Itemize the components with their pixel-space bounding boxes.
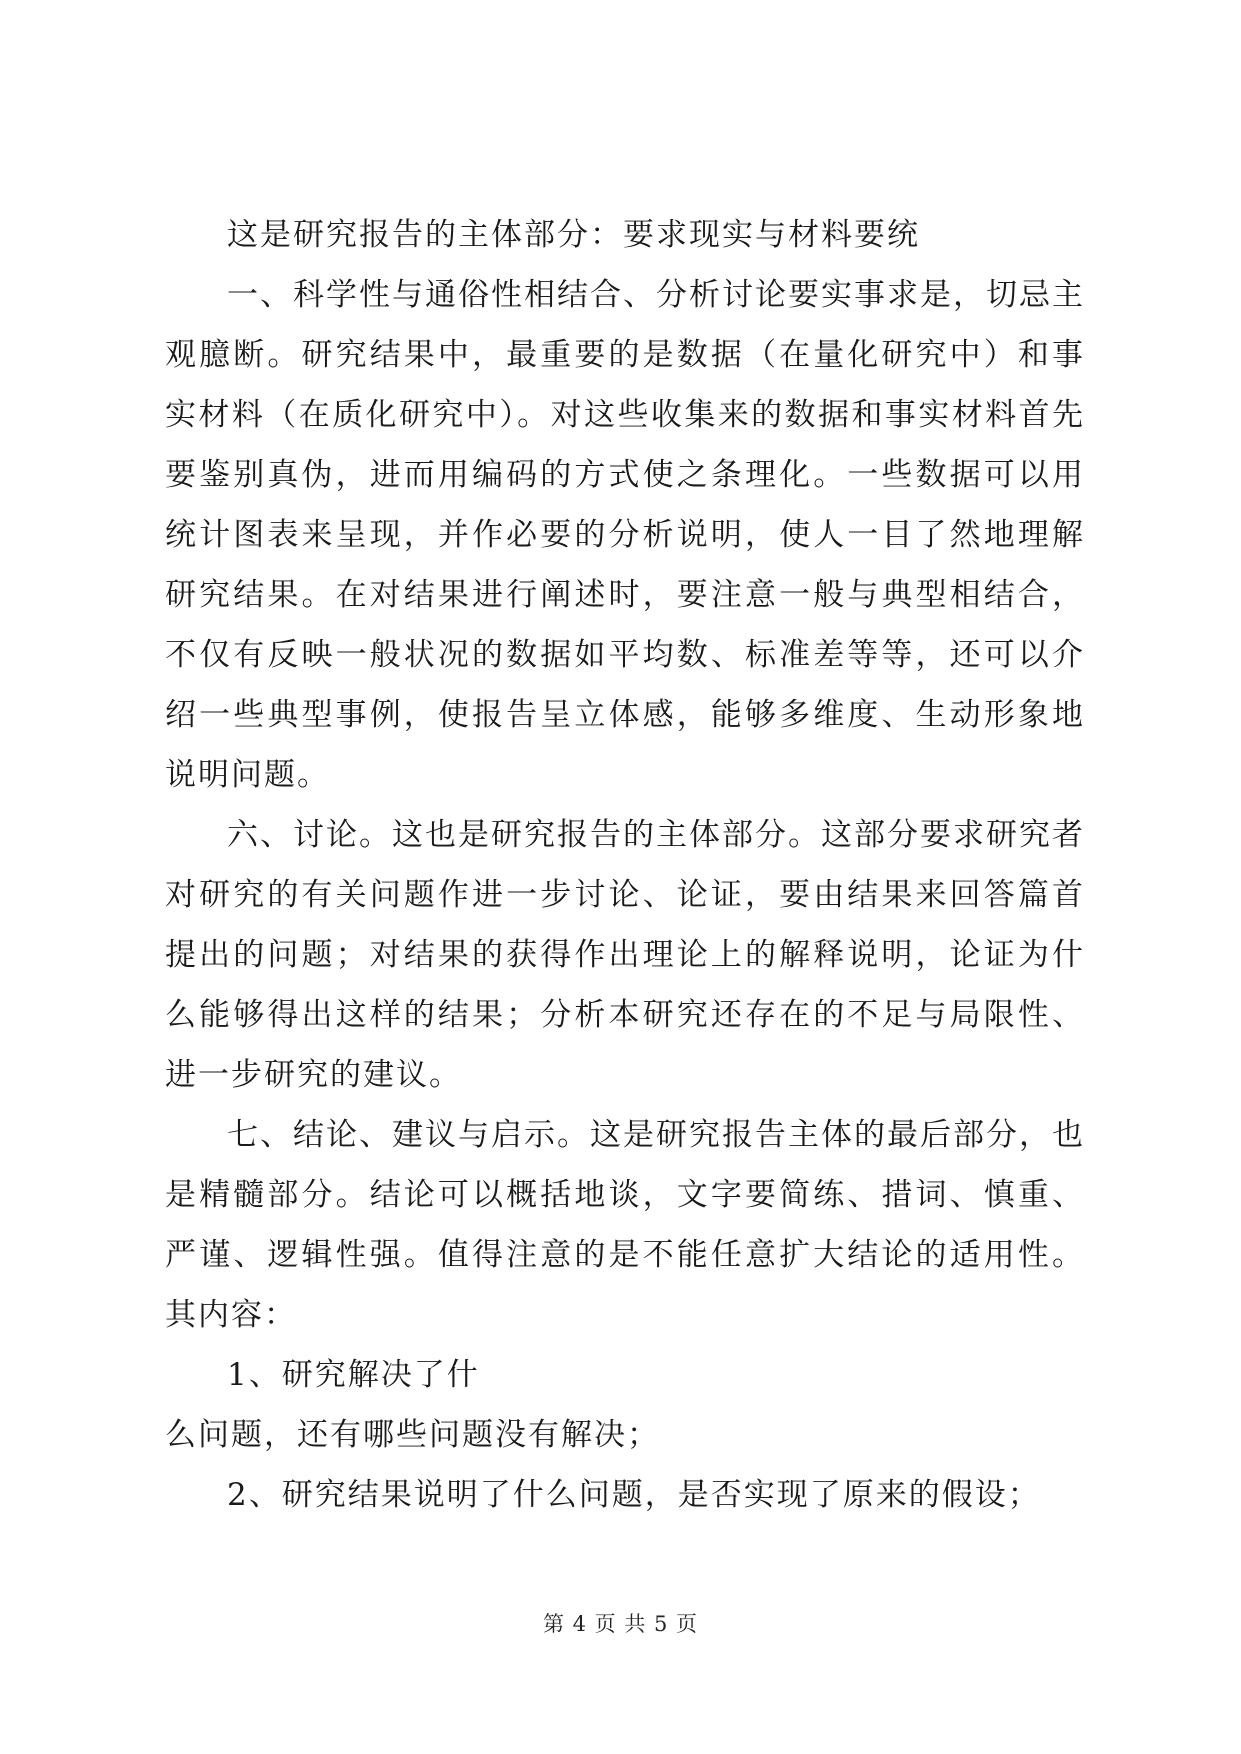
- document-body: [165, 205, 1085, 1525]
- paragraph-section-seven: 七、结论、建议与启示。这是研究报告主体的最后部分，也是精髓部分。结论可以概括地谈，文字要简练、措词、慎重、严谨、逻辑性强。值得注意的是不能任意扩大结论的适用性。其内容：: [165, 1117, 1085, 1333]
- paragraph-section-six: 六、讨论。这也是研究报告的主体部分。这部分要求研究者对研究的有关问题作进一步讨论、论证，要由结果来回答篇首提出的问题；对结果的获得作出理论上的解释说明，论证为什么能够得出这样的结果；分析本研究还存在的不足与局限性、进一步研究的建议。: [165, 817, 1085, 1093]
- list-item-2: 2、研究结果说明了什么问题，是否实现了原来的假设；: [227, 1477, 1041, 1513]
- list-item-1-continuation: 么问题，还有哪些问题没有解决；: [165, 1417, 660, 1453]
- page-number-footer: 第 4 页 共 5 页: [542, 1612, 699, 1636]
- paragraph-intro: 这是研究报告的主体部分：要求现实与材料要统: [227, 217, 920, 253]
- list-item-1-start: 1、研究解决了什: [227, 1357, 480, 1393]
- paragraph-section-one: 一、科学性与通俗性相结合、分析讨论要实事求是，切忌主观臆断。研究结果中，最重要的是数据（在量化研究中）和事实材料（在质化研究中）。对这些收集来的数据和事实材料首先要鉴别真伪，进而用编码的方式使之条理化。一些数据可以用统计图表来呈现，并作必要的分析说明，使人一目了然地理解研究结果。在对结果进行阐述时，要注意一般与典型相结合，不仅有反映一般状况的数据如平均数、标准差等等，还可以介绍一些典型事例，使报告呈立体感，能够多维度、生动形象地说明问题。: [165, 277, 1085, 793]
